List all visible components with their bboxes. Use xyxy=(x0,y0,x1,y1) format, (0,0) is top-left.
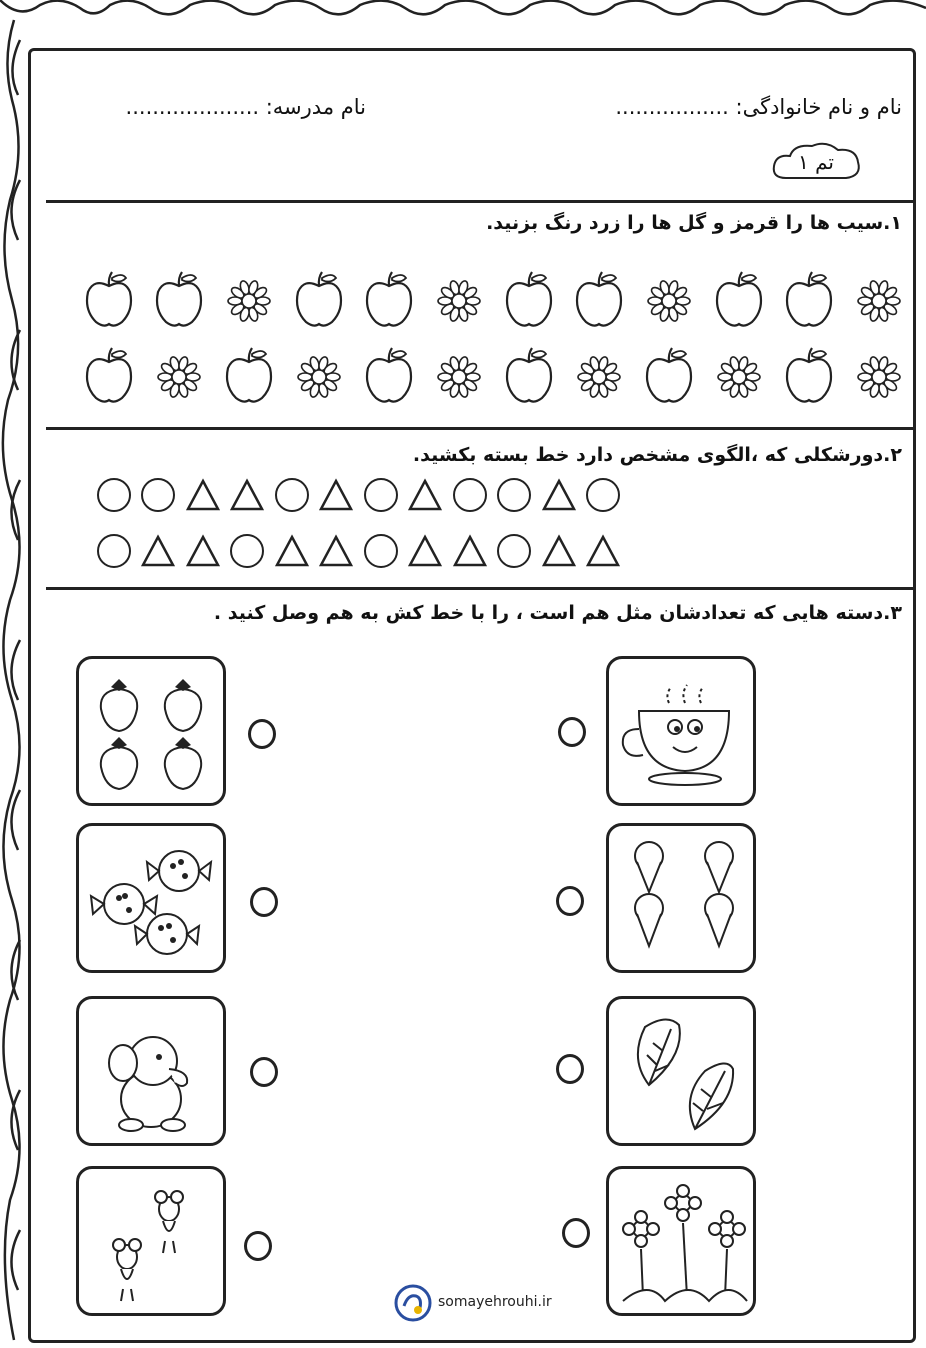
flower-icon[interactable] xyxy=(152,350,206,408)
question-2-text: ۲.دورشکلی که ،الگوی مشخص دارد خط بسته بکشید. xyxy=(412,444,902,466)
card-teacup xyxy=(606,656,756,806)
flower-icon[interactable] xyxy=(852,274,906,332)
theme-badge xyxy=(768,138,864,186)
triangle-shape[interactable] xyxy=(319,534,353,568)
apple-icon[interactable] xyxy=(502,346,556,410)
teacup-icon xyxy=(609,659,759,809)
card-flowers xyxy=(606,1166,756,1316)
match-dot-left-4[interactable] xyxy=(244,1231,272,1261)
circle-shape[interactable] xyxy=(497,534,531,568)
triangle-shape[interactable] xyxy=(408,534,442,568)
site-logo-icon xyxy=(394,1284,432,1322)
circle-shape[interactable] xyxy=(586,478,620,512)
apple-icon[interactable] xyxy=(782,270,836,334)
match-dot-right-2[interactable] xyxy=(556,886,584,916)
apple-icon[interactable] xyxy=(362,346,416,410)
elephant-icon xyxy=(79,999,229,1149)
triangle-shape[interactable] xyxy=(275,534,309,568)
circle-shape[interactable] xyxy=(97,534,131,568)
flower-icon[interactable] xyxy=(292,350,346,408)
apple-icon[interactable] xyxy=(782,346,836,410)
circle-shape[interactable] xyxy=(497,478,531,512)
match-dot-left-2[interactable] xyxy=(250,887,278,917)
card-elephant xyxy=(76,996,226,1146)
flower-icon[interactable] xyxy=(432,350,486,408)
ice-cream-icon xyxy=(609,826,759,976)
triangle-shape[interactable] xyxy=(586,534,620,568)
circle-shape[interactable] xyxy=(453,478,487,512)
apple-icon[interactable] xyxy=(502,270,556,334)
card-mice xyxy=(76,1166,226,1316)
flower-icon[interactable] xyxy=(712,350,766,408)
match-dot-right-3[interactable] xyxy=(556,1054,584,1084)
flower-icon[interactable] xyxy=(572,350,626,408)
section-divider xyxy=(46,587,914,590)
triangle-shape[interactable] xyxy=(542,534,576,568)
apple-icon[interactable] xyxy=(712,270,766,334)
apple-icon[interactable] xyxy=(152,270,206,334)
flower-icon[interactable] xyxy=(222,274,276,332)
card-ice-cream xyxy=(606,823,756,973)
match-dot-left-1[interactable] xyxy=(248,719,276,749)
triangle-shape[interactable] xyxy=(186,534,220,568)
apple-icon[interactable] xyxy=(642,346,696,410)
triangle-shape[interactable] xyxy=(542,478,576,512)
flower-icon[interactable] xyxy=(432,274,486,332)
circle-shape[interactable] xyxy=(275,478,309,512)
match-dot-right-4[interactable] xyxy=(562,1218,590,1248)
mice-icon xyxy=(79,1169,229,1319)
apple-icon[interactable] xyxy=(82,346,136,410)
candies-icon xyxy=(79,826,229,976)
site-url: somayehrouhi.ir xyxy=(438,1294,552,1310)
flowers-icon xyxy=(609,1169,759,1319)
flower-icon[interactable] xyxy=(852,350,906,408)
triangle-shape[interactable] xyxy=(186,478,220,512)
triangle-shape[interactable] xyxy=(319,478,353,512)
section-divider xyxy=(46,427,914,430)
apple-icon[interactable] xyxy=(222,346,276,410)
apple-icon[interactable] xyxy=(292,270,346,334)
triangle-shape[interactable] xyxy=(408,478,442,512)
circle-shape[interactable] xyxy=(230,534,264,568)
triangle-shape[interactable] xyxy=(453,534,487,568)
triangle-shape[interactable] xyxy=(141,534,175,568)
match-dot-right-1[interactable] xyxy=(558,717,586,747)
strawberries-icon xyxy=(79,659,229,809)
card-candies xyxy=(76,823,226,973)
student-name-field[interactable]: نام و نام خانوادگی: ................. xyxy=(615,95,902,119)
leaves-icon xyxy=(609,999,759,1149)
circle-shape[interactable] xyxy=(141,478,175,512)
question-1-text: ۱.سیب ها را قرمز و گل ها را زرد رنگ بزنید. xyxy=(486,212,902,234)
apple-icon[interactable] xyxy=(362,270,416,334)
flower-icon[interactable] xyxy=(642,274,696,332)
circle-shape[interactable] xyxy=(364,478,398,512)
circle-shape[interactable] xyxy=(364,534,398,568)
theme-badge-label: تم ۱ xyxy=(798,150,834,174)
card-strawberries xyxy=(76,656,226,806)
school-name-field[interactable]: نام مدرسه: .................... xyxy=(125,95,366,119)
apple-icon[interactable] xyxy=(82,270,136,334)
card-leaves xyxy=(606,996,756,1146)
apple-icon[interactable] xyxy=(572,270,626,334)
circle-shape[interactable] xyxy=(97,478,131,512)
question-3-text: ۳.دسته هایی که تعدادشان مثل هم است ، را با خط کش به هم وصل کنید . xyxy=(213,602,902,624)
match-dot-left-3[interactable] xyxy=(250,1057,278,1087)
triangle-shape[interactable] xyxy=(230,478,264,512)
section-divider xyxy=(46,200,914,203)
